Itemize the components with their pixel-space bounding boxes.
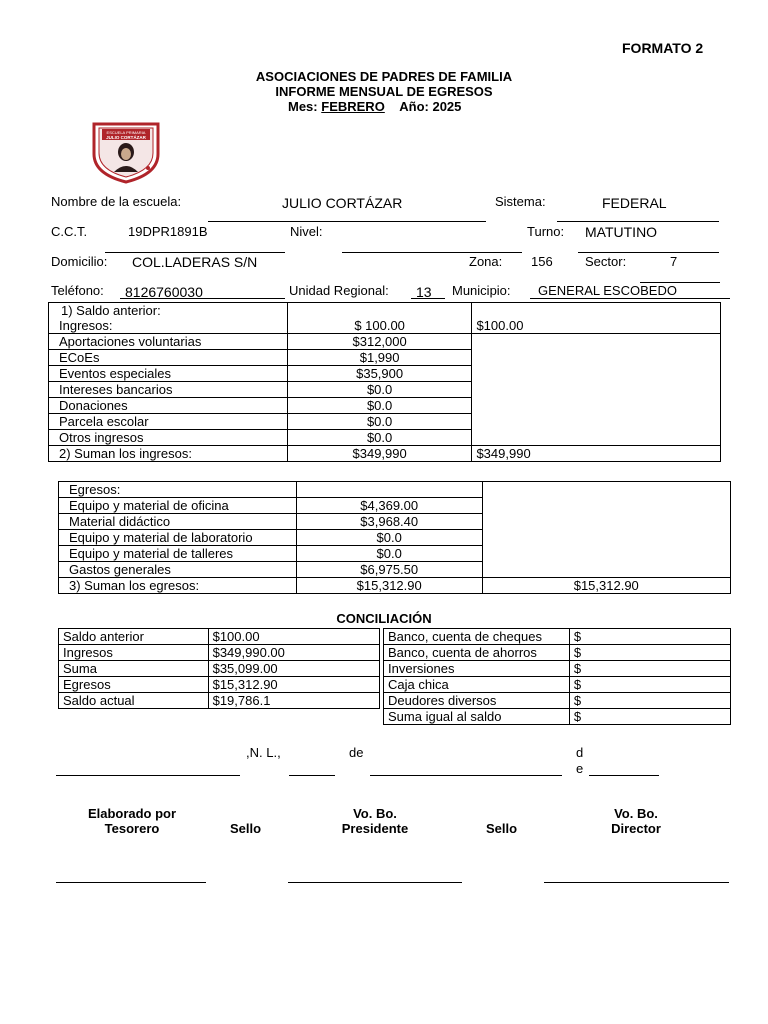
doc-title-2: INFORME MENSUAL DE EGRESOS [275, 84, 493, 99]
suman-ingresos-amount: $349,990 [287, 446, 472, 462]
suman-egresos-total: $15,312.90 [482, 578, 730, 594]
table-row [384, 645, 731, 661]
row-label: Egresos [59, 677, 209, 693]
sistema-value: FEDERAL [602, 195, 667, 211]
turno-value: MATUTINO [585, 224, 658, 240]
table-row [59, 677, 380, 693]
year-line [589, 775, 659, 776]
suman-ingresos-total: $349,990 [472, 446, 721, 462]
row-value: $15,312.90 [208, 677, 379, 693]
table-row [59, 482, 731, 498]
de-label-1: de [349, 745, 364, 760]
telefono-line [120, 298, 285, 299]
conciliacion-left-table [58, 628, 380, 709]
ingresos-table [48, 302, 721, 462]
signature-line-tesorero [56, 882, 206, 883]
row-label: Banco, cuenta de cheques [384, 629, 570, 645]
row-amount: $0.0 [287, 414, 472, 430]
unidad-line [411, 298, 445, 299]
unidad-value: 13 [416, 284, 432, 300]
nombre-line [208, 221, 486, 222]
sistema-line [557, 221, 719, 222]
municipio-value: GENERAL ESCOBEDO [538, 283, 677, 298]
egresos-blank-cell [482, 482, 730, 578]
row-label: Suma [59, 661, 209, 677]
month-line [370, 775, 562, 776]
row-value: $ [569, 661, 730, 677]
table-row [59, 578, 731, 594]
row-label: Caja chica [384, 677, 570, 693]
row-label: Aportaciones voluntarias [49, 334, 288, 350]
conciliacion-right-table [383, 628, 731, 725]
place-line [56, 775, 240, 776]
nivel-line [342, 252, 522, 253]
row-label: Inversiones [384, 661, 570, 677]
zona-label: Zona: [469, 254, 503, 269]
signature-line-presidente [288, 882, 462, 883]
presidente-label: Presidente [341, 821, 409, 836]
logo-text-name: JULIO CORTÁZAR [106, 135, 146, 140]
row-label: Saldo actual [59, 693, 209, 709]
municipio-line [530, 298, 730, 299]
row-value: $ [569, 693, 730, 709]
row-label: Otros ingresos [49, 430, 288, 446]
director-label: Director [611, 821, 661, 836]
elaborado-label: Elaborado por [87, 806, 177, 821]
anio-label: Año: 2025 [399, 99, 462, 114]
nombre-label: Nombre de la escuela: [51, 194, 182, 209]
turno-line [578, 252, 719, 253]
mes-value: FEBRERO [321, 99, 385, 114]
logo-text-top: ESCUELA PRIMARIA [106, 130, 146, 135]
nivel-label: Nivel: [290, 224, 323, 239]
row-label: Intereses bancarios [49, 382, 288, 398]
row-value: $ [569, 645, 730, 661]
row-label: Parcela escolar [49, 414, 288, 430]
suman-egresos-label: 3) Suman los egresos: [59, 578, 297, 594]
row-label: Banco, cuenta de ahorros [384, 645, 570, 661]
conciliacion-title: CONCILIACIÓN [336, 611, 432, 626]
telefono-value: 8126760030 [125, 284, 203, 300]
sello-label-1: Sello [230, 821, 262, 836]
table-row [59, 645, 380, 661]
row-label: Material didáctico [59, 514, 297, 530]
doc-title-1: ASOCIACIONES DE PADRES DE FAMILIA [255, 69, 513, 84]
row-value: $100.00 [208, 629, 379, 645]
ingresos-total: $100.00 [472, 318, 721, 334]
school-logo [90, 120, 162, 184]
row-label: Eventos especiales [49, 366, 288, 382]
row-label: Gastos generales [59, 562, 297, 578]
row-amount: $0.0 [287, 430, 472, 446]
cct-line [105, 252, 285, 253]
row-label: Deudores diversos [384, 693, 570, 709]
row-amount: $312,000 [287, 334, 472, 350]
de-label-3: e [576, 761, 584, 776]
vobo-label-2: Vo. Bo. [614, 806, 658, 821]
egresos-table [58, 481, 731, 594]
de-label-2: d [576, 745, 584, 760]
row-value: $ [569, 709, 730, 725]
table-row [384, 693, 731, 709]
row-label: Equipo y material de laboratorio [59, 530, 297, 546]
municipio-label: Municipio: [452, 283, 511, 298]
row-value: $ [569, 677, 730, 693]
row-label: Suma igual al saldo [384, 709, 570, 725]
domicilio-value: COL.LADERAS S/N [132, 254, 258, 270]
row-amount: $6,975.50 [296, 562, 482, 578]
table-row [384, 677, 731, 693]
row-amount: $0.0 [287, 398, 472, 414]
tesorero-label: Tesorero [104, 821, 160, 836]
domicilio-label: Domicilio: [51, 254, 108, 269]
row-label: Equipo y material de talleres [59, 546, 297, 562]
row-label: Saldo anterior [59, 629, 209, 645]
nl-label: ,N. L., [246, 745, 281, 760]
row-amount: $35,900 [287, 366, 472, 382]
day-line [289, 775, 335, 776]
row-value: $19,786.1 [208, 693, 379, 709]
formato-label: FORMATO 2 [622, 40, 704, 56]
table-row [384, 661, 731, 677]
mes-label: Mes: [288, 99, 318, 114]
suman-ingresos-label: 2) Suman los ingresos: [49, 446, 288, 462]
row-value: $349,990.00 [208, 645, 379, 661]
row-amount: $3,968.40 [296, 514, 482, 530]
row-label: Donaciones [49, 398, 288, 414]
ingresos-blank-cell [472, 334, 721, 446]
sector-value: 7 [670, 254, 678, 269]
nombre-value: JULIO CORTÁZAR [282, 195, 403, 211]
row-amount: $0.0 [287, 382, 472, 398]
table-row [59, 693, 380, 709]
table-row [59, 629, 380, 645]
cct-label: C.C.T. [51, 224, 88, 239]
sello-label-2: Sello [486, 821, 518, 836]
row-amount: $4,369.00 [296, 498, 482, 514]
telefono-label: Teléfono: [51, 283, 104, 298]
ingresos-label: Ingresos: [49, 318, 288, 334]
unidad-label: Unidad Regional: [289, 283, 389, 298]
mes-line [288, 99, 461, 114]
row-amount: $1,990 [287, 350, 472, 366]
saldo-anterior-label: 1) Saldo anterior: [49, 303, 288, 319]
signature-line-director [544, 882, 729, 883]
turno-label: Turno: [527, 224, 565, 239]
row-value: $35,099.00 [208, 661, 379, 677]
cct-value: 19DPR1891B [128, 224, 208, 239]
table-row [49, 334, 721, 350]
row-amount: $0.0 [296, 530, 482, 546]
row-label: Equipo y material de oficina [59, 498, 297, 514]
zona-value: 156 [531, 254, 553, 269]
table-row [384, 629, 731, 645]
vobo-label-1: Vo. Bo. [353, 806, 397, 821]
row-value: $ [569, 629, 730, 645]
table-row [49, 446, 721, 462]
table-row [49, 318, 721, 334]
ingresos-amount: $ 100.00 [287, 318, 472, 334]
row-label: ECoEs [49, 350, 288, 366]
row-amount: $0.0 [296, 546, 482, 562]
table-row [384, 709, 731, 725]
table-row [49, 303, 721, 319]
sistema-label: Sistema: [495, 194, 546, 209]
sector-label: Sector: [585, 254, 627, 269]
row-label: Ingresos [59, 645, 209, 661]
table-row [59, 661, 380, 677]
suman-egresos-amount: $15,312.90 [296, 578, 482, 594]
egresos-title: Egresos: [59, 482, 297, 498]
